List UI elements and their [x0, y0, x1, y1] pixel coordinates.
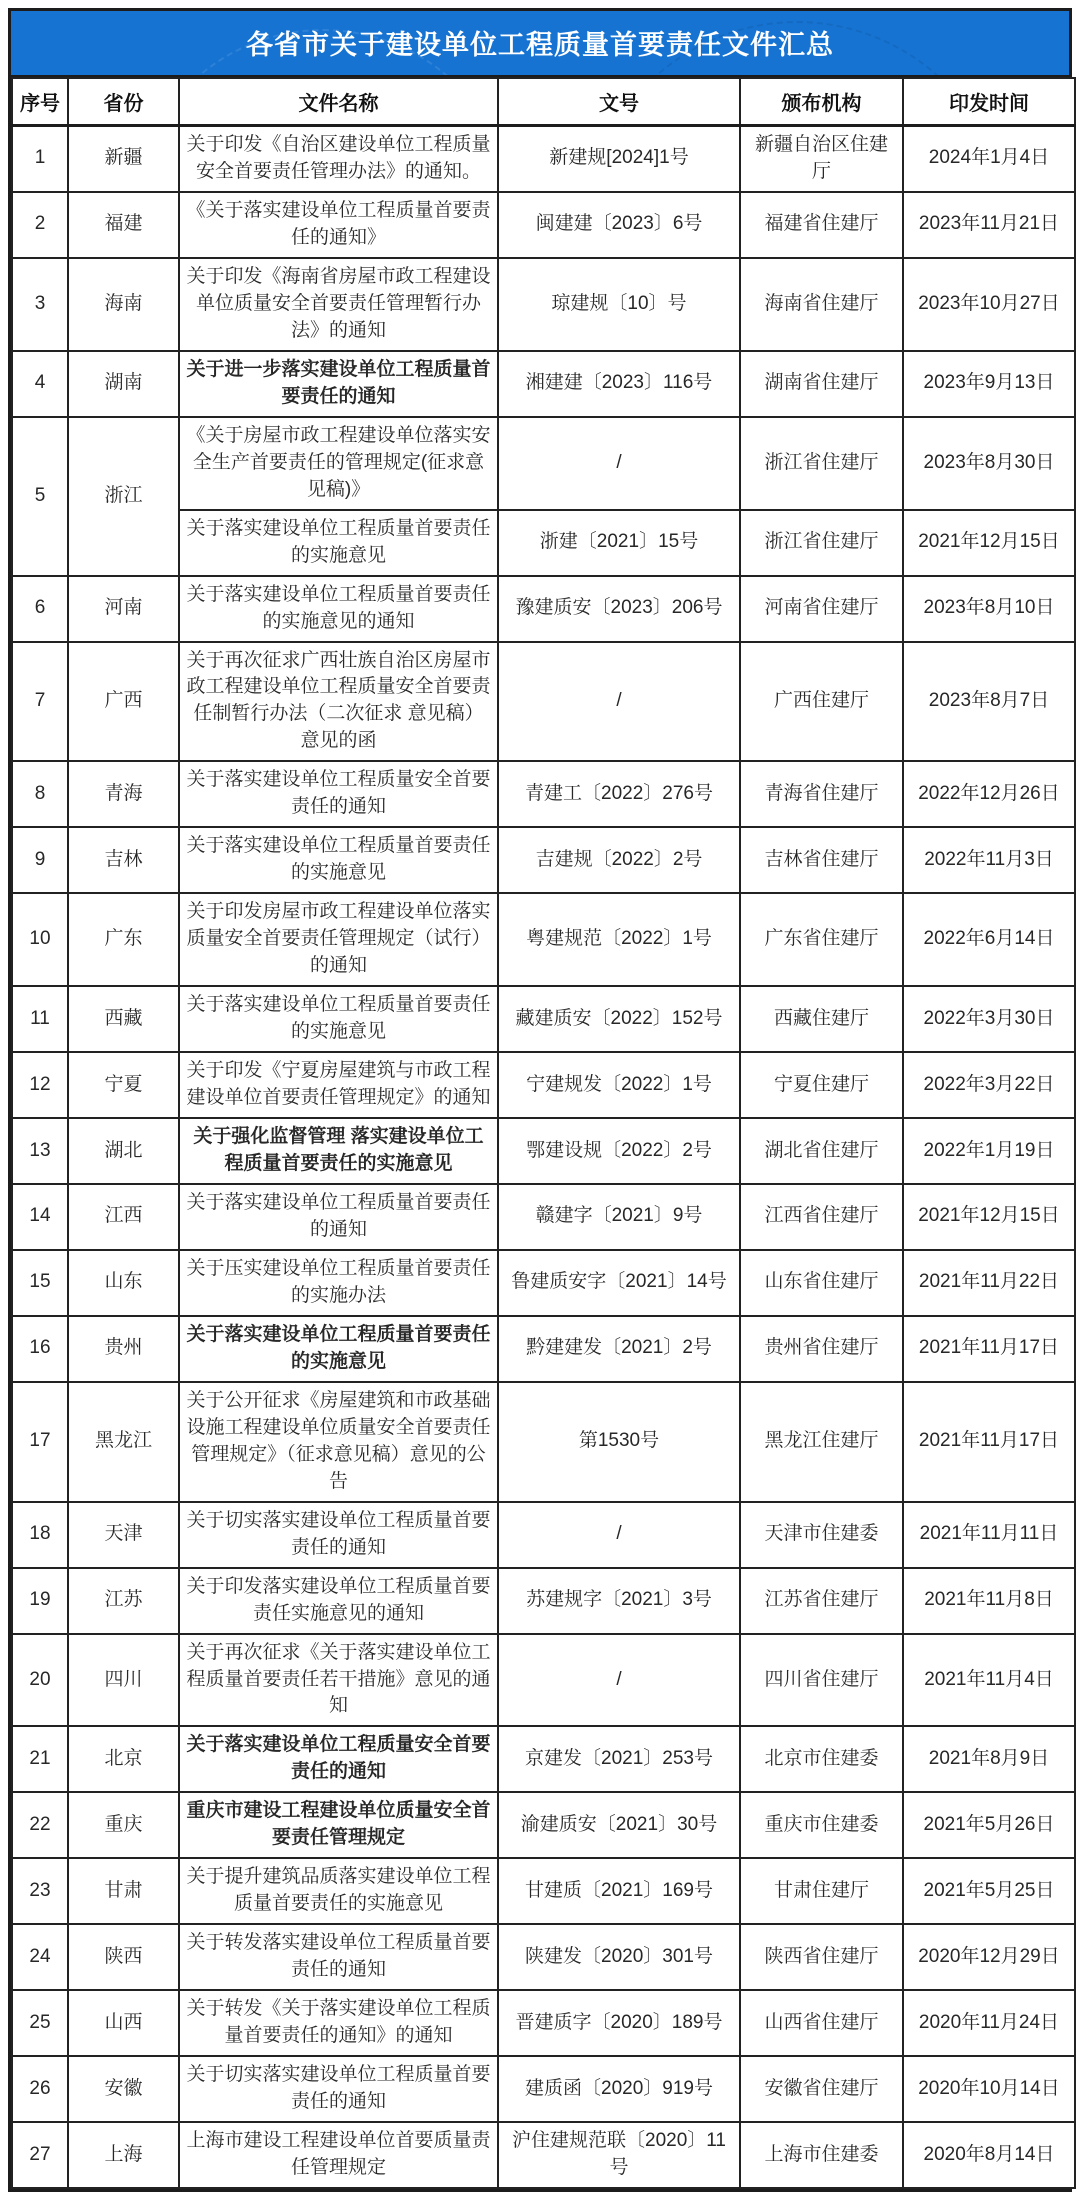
cell-agency: 重庆市住建委 [740, 1792, 903, 1858]
table-row [12, 827, 1075, 893]
cell-doc-name: 重庆市建设工程建设单位质量安全首要责任管理规定 [179, 1792, 498, 1858]
cell-date: 2021年11月17日 [903, 1382, 1075, 1502]
cell-agency: 陕西省住建厅 [740, 1924, 903, 1990]
cell-agency: 西藏住建厅 [740, 986, 903, 1052]
cell-doc-number: / [498, 417, 740, 510]
cell-agency: 上海市住建委 [740, 2122, 903, 2188]
cell-seq: 1 [12, 126, 68, 192]
cell-doc-number: / [498, 642, 740, 762]
cell-doc-number: 青建工〔2022〕276号 [498, 761, 740, 827]
cell-doc-name: 关于印发《海南省房屋市政工程建设单位质量安全首要责任管理暂行办法》的通知 [179, 258, 498, 351]
cell-agency: 湖北省住建厅 [740, 1118, 903, 1184]
table-row [12, 1316, 1075, 1382]
cell-seq: 17 [12, 1382, 68, 1502]
cell-date: 2022年6月14日 [903, 893, 1075, 986]
table-row [12, 351, 1075, 417]
cell-doc-number: 琼建规〔10〕号 [498, 258, 740, 351]
cell-doc-name: 关于印发《宁夏房屋建筑与市政工程建设单位首要责任管理规定》的通知 [179, 1052, 498, 1118]
cell-seq: 23 [12, 1858, 68, 1924]
cell-seq: 4 [12, 351, 68, 417]
table-row [12, 1382, 1075, 1502]
cell-seq: 6 [12, 576, 68, 642]
cell-date: 2023年8月10日 [903, 576, 1075, 642]
cell-date: 2020年10月14日 [903, 2056, 1075, 2122]
cell-agency: 黑龙江住建厅 [740, 1382, 903, 1502]
cell-province: 海南 [68, 258, 179, 351]
cell-date: 2022年3月22日 [903, 1052, 1075, 1118]
cell-province: 山西 [68, 1990, 179, 2056]
cell-date: 2024年1月4日 [903, 126, 1075, 192]
cell-province: 安徽 [68, 2056, 179, 2122]
cell-date: 2021年12月15日 [903, 510, 1075, 576]
table-row [12, 2122, 1075, 2188]
cell-seq: 26 [12, 2056, 68, 2122]
column-header-doc-number: 文号 [498, 78, 740, 126]
summary-table [11, 77, 1076, 2189]
cell-doc-name: 关于印发《自治区建设单位工程质量安全首要责任管理办法》的通知。 [179, 126, 498, 192]
cell-seq: 13 [12, 1118, 68, 1184]
cell-doc-name: 关于进一步落实建设单位工程质量首要责任的通知 [179, 351, 498, 417]
table-title-bar [11, 11, 1069, 77]
cell-seq: 14 [12, 1184, 68, 1250]
cell-agency: 甘肃住建厅 [740, 1858, 903, 1924]
cell-doc-name: 关于落实建设单位工程质量首要责任的实施意见 [179, 986, 498, 1052]
cell-doc-name: 关于再次征求广西壮族自治区房屋市政工程建设单位工程质量安全首要责任制暂行办法（二次征求 意见稿）意见的函 [179, 642, 498, 762]
cell-date: 2022年12月26日 [903, 761, 1075, 827]
cell-doc-number: 黔建建发〔2021〕2号 [498, 1316, 740, 1382]
header-row [12, 78, 1075, 126]
cell-date: 2020年8月14日 [903, 2122, 1075, 2188]
cell-date: 2021年11月8日 [903, 1568, 1075, 1634]
cell-province: 青海 [68, 761, 179, 827]
cell-doc-number: 粤建规范〔2022〕1号 [498, 893, 740, 986]
cell-date: 2021年5月26日 [903, 1792, 1075, 1858]
cell-province: 江苏 [68, 1568, 179, 1634]
cell-doc-number: 闽建建〔2023〕6号 [498, 192, 740, 258]
cell-seq: 7 [12, 642, 68, 762]
cell-date: 2023年9月13日 [903, 351, 1075, 417]
table-row [12, 1118, 1075, 1184]
cell-agency: 湖南省住建厅 [740, 351, 903, 417]
cell-province: 广东 [68, 893, 179, 986]
table-row [12, 2056, 1075, 2122]
cell-date: 2021年5月25日 [903, 1858, 1075, 1924]
cell-doc-number: 豫建质安〔2023〕206号 [498, 576, 740, 642]
cell-seq: 20 [12, 1634, 68, 1727]
cell-agency: 江西省住建厅 [740, 1184, 903, 1250]
cell-doc-name: 关于落实建设单位工程质量首要责任的通知 [179, 1184, 498, 1250]
cell-province: 天津 [68, 1502, 179, 1568]
cell-doc-number: 渝建质安〔2021〕30号 [498, 1792, 740, 1858]
cell-doc-name: 关于落实建设单位工程质量首要责任的实施意见的通知 [179, 576, 498, 642]
cell-doc-name: 关于转发落实建设单位工程质量首要责任的通知 [179, 1924, 498, 1990]
cell-seq: 3 [12, 258, 68, 351]
table-row [12, 192, 1075, 258]
cell-date: 2023年8月7日 [903, 642, 1075, 762]
cell-seq: 10 [12, 893, 68, 986]
table-row [12, 761, 1075, 827]
cell-doc-name: 关于落实建设单位工程质量首要责任的实施意见 [179, 827, 498, 893]
cell-province: 四川 [68, 1634, 179, 1727]
cell-agency: 广西住建厅 [740, 642, 903, 762]
table-row [12, 417, 1075, 510]
cell-date: 2020年12月29日 [903, 1924, 1075, 1990]
cell-doc-name: 关于公开征求《房屋建筑和市政基础设施工程建设单位质量安全首要责任管理规定》（征求意见稿）意见的公告 [179, 1382, 498, 1502]
cell-doc-name: 关于落实建设单位工程质量首要责任的实施意见 [179, 510, 498, 576]
cell-date: 2021年11月17日 [903, 1316, 1075, 1382]
cell-seq: 8 [12, 761, 68, 827]
cell-doc-number: 吉建规〔2022〕2号 [498, 827, 740, 893]
cell-province: 黑龙江 [68, 1382, 179, 1502]
cell-agency: 江苏省住建厅 [740, 1568, 903, 1634]
cell-agency: 四川省住建厅 [740, 1634, 903, 1727]
table-body [12, 126, 1075, 2189]
table-row [12, 1858, 1075, 1924]
cell-province: 吉林 [68, 827, 179, 893]
table-row [12, 893, 1075, 986]
cell-province: 浙江 [68, 417, 179, 576]
cell-agency: 新疆自治区住建厅 [740, 126, 903, 192]
cell-agency: 山东省住建厅 [740, 1250, 903, 1316]
cell-date: 2023年11月21日 [903, 192, 1075, 258]
cell-agency: 贵州省住建厅 [740, 1316, 903, 1382]
cell-doc-name: 关于落实建设单位工程质量安全首要责任的通知 [179, 761, 498, 827]
cell-seq: 27 [12, 2122, 68, 2188]
column-header-agency: 颁布机构 [740, 78, 903, 126]
cell-province: 广西 [68, 642, 179, 762]
cell-date: 2021年11月22日 [903, 1250, 1075, 1316]
column-header-date: 印发时间 [903, 78, 1075, 126]
cell-agency: 山西省住建厅 [740, 1990, 903, 2056]
column-header-province: 省份 [68, 78, 179, 126]
cell-province: 新疆 [68, 126, 179, 192]
cell-doc-name: 《关于房屋市政工程建设单位落实安全生产首要责任的管理规定(征求意见稿)》 [179, 417, 498, 510]
cell-doc-number: 藏建质安〔2022〕152号 [498, 986, 740, 1052]
cell-doc-number: 宁建规发〔2022〕1号 [498, 1052, 740, 1118]
cell-province: 甘肃 [68, 1858, 179, 1924]
cell-province: 江西 [68, 1184, 179, 1250]
table-row [12, 1052, 1075, 1118]
table-row [12, 1726, 1075, 1792]
cell-doc-number: 晋建质字〔2020〕189号 [498, 1990, 740, 2056]
cell-date: 2022年11月3日 [903, 827, 1075, 893]
cell-seq: 9 [12, 827, 68, 893]
cell-province: 福建 [68, 192, 179, 258]
cell-province: 宁夏 [68, 1052, 179, 1118]
cell-doc-name: 上海市建设工程建设单位首要质量责任管理规定 [179, 2122, 498, 2188]
cell-agency: 安徽省住建厅 [740, 2056, 903, 2122]
cell-doc-number: 苏建规字〔2021〕3号 [498, 1568, 740, 1634]
cell-agency: 海南省住建厅 [740, 258, 903, 351]
cell-doc-number: 鄂建设规〔2022〕2号 [498, 1118, 740, 1184]
cell-doc-number: 京建发〔2021〕253号 [498, 1726, 740, 1792]
cell-seq: 24 [12, 1924, 68, 1990]
cell-doc-name: 关于切实落实建设单位工程质量首要责任的通知 [179, 2056, 498, 2122]
cell-seq: 2 [12, 192, 68, 258]
cell-province: 北京 [68, 1726, 179, 1792]
cell-doc-number: 浙建〔2021〕15号 [498, 510, 740, 576]
cell-doc-number: 建质函〔2020〕919号 [498, 2056, 740, 2122]
column-header-seq: 序号 [12, 78, 68, 126]
cell-date: 2022年1月19日 [903, 1118, 1075, 1184]
cell-province: 湖北 [68, 1118, 179, 1184]
cell-seq: 18 [12, 1502, 68, 1568]
table-row [12, 642, 1075, 762]
table-row [12, 1990, 1075, 2056]
cell-province: 西藏 [68, 986, 179, 1052]
table-row [12, 1634, 1075, 1727]
cell-seq: 15 [12, 1250, 68, 1316]
cell-doc-number: / [498, 1634, 740, 1727]
table-row [12, 258, 1075, 351]
table-row [12, 576, 1075, 642]
cell-date: 2021年11月4日 [903, 1634, 1075, 1727]
summary-table-container [8, 8, 1072, 2192]
cell-agency: 吉林省住建厅 [740, 827, 903, 893]
cell-seq: 12 [12, 1052, 68, 1118]
cell-doc-number: / [498, 1502, 740, 1568]
table-row [12, 1502, 1075, 1568]
cell-seq: 21 [12, 1726, 68, 1792]
cell-agency: 福建省住建厅 [740, 192, 903, 258]
cell-doc-number: 鲁建质安字〔2021〕14号 [498, 1250, 740, 1316]
cell-agency: 青海省住建厅 [740, 761, 903, 827]
cell-province: 重庆 [68, 1792, 179, 1858]
cell-doc-name: 《关于落实建设单位工程质量首要责任的通知》 [179, 192, 498, 258]
cell-agency: 广东省住建厅 [740, 893, 903, 986]
cell-doc-name: 关于强化监督管理 落实建设单位工程质量首要责任的实施意见 [179, 1118, 498, 1184]
cell-seq: 16 [12, 1316, 68, 1382]
cell-province: 山东 [68, 1250, 179, 1316]
column-header-doc-name: 文件名称 [179, 78, 498, 126]
table-row [12, 1924, 1075, 1990]
cell-doc-number: 湘建建〔2023〕116号 [498, 351, 740, 417]
cell-doc-name: 关于切实落实建设单位工程质量首要责任的通知 [179, 1502, 498, 1568]
cell-seq: 25 [12, 1990, 68, 2056]
cell-doc-number: 赣建字〔2021〕9号 [498, 1184, 740, 1250]
cell-date: 2021年8月9日 [903, 1726, 1075, 1792]
cell-date: 2021年12月15日 [903, 1184, 1075, 1250]
cell-doc-number: 新建规[2024]1号 [498, 126, 740, 192]
cell-seq: 19 [12, 1568, 68, 1634]
cell-doc-number: 沪住建规范联〔2020〕11 号 [498, 2122, 740, 2188]
cell-doc-name: 关于印发落实建设单位工程质量首要责任实施意见的通知 [179, 1568, 498, 1634]
cell-agency: 河南省住建厅 [740, 576, 903, 642]
table-row [12, 1184, 1075, 1250]
cell-agency: 浙江省住建厅 [740, 417, 903, 510]
cell-doc-name: 关于落实建设单位工程质量首要责任的实施意见 [179, 1316, 498, 1382]
cell-seq: 11 [12, 986, 68, 1052]
table-row [12, 1568, 1075, 1634]
table-row [12, 1792, 1075, 1858]
cell-doc-name: 关于压实建设单位工程质量首要责任的实施办法 [179, 1250, 498, 1316]
cell-date: 2021年11月11日 [903, 1502, 1075, 1568]
table-row [12, 126, 1075, 192]
page-title: 各省市关于建设单位工程质量首要责任文件汇总 [246, 30, 834, 60]
cell-province: 湖南 [68, 351, 179, 417]
cell-province: 贵州 [68, 1316, 179, 1382]
cell-doc-name: 关于转发《关于落实建设单位工程质量首要责任的通知》的通知 [179, 1990, 498, 2056]
cell-province: 上海 [68, 2122, 179, 2188]
cell-province: 河南 [68, 576, 179, 642]
cell-date: 2023年8月30日 [903, 417, 1075, 510]
cell-date: 2023年10月27日 [903, 258, 1075, 351]
cell-agency: 宁夏住建厅 [740, 1052, 903, 1118]
cell-doc-number: 甘建质〔2021〕169号 [498, 1858, 740, 1924]
cell-doc-number: 第1530号 [498, 1382, 740, 1502]
cell-seq: 5 [12, 417, 68, 576]
cell-date: 2020年11月24日 [903, 1990, 1075, 2056]
table-row [12, 1250, 1075, 1316]
cell-doc-name: 关于提升建筑品质落实建设单位工程质量首要责任的实施意见 [179, 1858, 498, 1924]
cell-doc-name: 关于印发房屋市政工程建设单位落实质量安全首要责任管理规定（试行）的通知 [179, 893, 498, 986]
cell-agency: 浙江省住建厅 [740, 510, 903, 576]
cell-doc-name: 关于再次征求《关于落实建设单位工程质量首要责任若干措施》意见的通知 [179, 1634, 498, 1727]
cell-doc-name: 关于落实建设单位工程质量安全首要责任的通知 [179, 1726, 498, 1792]
table-row [12, 986, 1075, 1052]
cell-date: 2022年3月30日 [903, 986, 1075, 1052]
cell-agency: 天津市住建委 [740, 1502, 903, 1568]
cell-province: 陕西 [68, 1924, 179, 1990]
cell-seq: 22 [12, 1792, 68, 1858]
cell-agency: 北京市住建委 [740, 1726, 903, 1792]
cell-doc-number: 陕建发〔2020〕301号 [498, 1924, 740, 1990]
